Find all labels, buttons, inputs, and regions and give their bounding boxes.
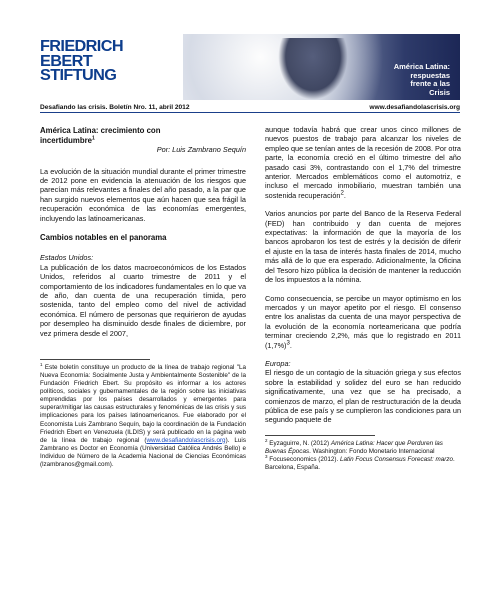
footnote-title: Latin Focus Consensus Forecast: marzo bbox=[339, 455, 454, 463]
thinker-silhouette bbox=[278, 38, 348, 100]
website-header: www.desafiandolascrisis.org bbox=[369, 104, 460, 111]
footnote-text: Este boletín constituye un producto de la línea de trabajo regional "La Nueva Economía: Socialmente Justa y Ambientalmente Sostenible" de la Fundación Friedrich Ebert. Su propósito es informar a los actores políticos, sociales y gubernamentales de la región sobre las iniciativas emprendidas por los países desarrollados y emergentes para superar/mitigar las causas estructurales y fenoménicas de las crisis y sus implicaciones para los países latinoamericanos. Fue elaborado por el Economista Luis Zambrano Sequín, bajo la coordinación de la Fundación Friedrich Ebert en Venezuela (ILDIS) y será publicado en la página web de la línea de trabajo regional ( bbox=[40, 363, 246, 444]
footnote-text: ). Luis Zambrano es Doctor en Economía (Universidad Católica Andrés Bello) e Individuo de Número de la Academia Nacional de Ciencias Económicas (lzambranos@gmail.com). bbox=[40, 436, 246, 469]
us-subheading: Estados Unidos: bbox=[40, 253, 94, 263]
footnote-mark: 3 bbox=[286, 339, 290, 347]
footnote-rule bbox=[265, 435, 375, 436]
title-footnote-mark: 1 bbox=[92, 135, 95, 141]
paragraph-fed: Varios anuncios por parte del Banco de la Reserva Federal (FED) han contribuido y dan cuenta de mejores expectativas: la información de que la mayoría de los bancos aprobaron los test de estrés y la decisión de diferir el ajuste en la tasa de interés hasta finales de 2014, mucho más allá de lo que era esperado. Adicionalmente, la Oficina del Tesoro hizo pública la decisión de mantener la reducción de los impuestos a la nómina. bbox=[265, 209, 461, 285]
footnote-mark: 2 bbox=[340, 189, 344, 197]
banner-caption-line: América Latina: bbox=[393, 62, 450, 71]
paragraph-text: Como consecuencia, se percibe un mayor optimismo en los mercados y un mayor apetito por el riesgo. El consenso entre los analistas da cuenta de una mayor perspectiva de la evolución de la economía norteamericana que podría terminar creciendo 2,2%, más que lo registrado en 2011 (1,7%) bbox=[265, 293, 461, 350]
paragraph-consequence: Como consecuencia, se percibe un mayor optimismo en los mercados y un mayor apetito por el riesgo. El consenso entre los analistas da cuenta de una mayor perspectiva de la evolución de la economía norteamericana que podría terminar creciendo 2,2%, más que lo registrado en 2011 $(1,7\%)^3$. bbox=[265, 293, 461, 350]
column-left bbox=[40, 126, 246, 469]
footnote-text: . Barcelona, España. bbox=[265, 455, 455, 471]
fes-logo bbox=[40, 40, 168, 96]
us-paragraph: La publicación de los datos macroeconómicos de los Estados Unidos, referidos al cuarto trimestre de 2011 y el comportamiento de los indicadores fundamentales en lo que va de año, dan cuenta de una recuperación tímida, pero sostenida, tanto del empleo como del nivel de actividad económica. El número de personas que requirieron de ayudas por desempleo ha disminuido desde finales de diciembre, por vez primera desde el 2007, bbox=[40, 262, 246, 338]
europe-subheading: Europa: bbox=[265, 358, 291, 368]
logo-line-2: EBERT bbox=[40, 52, 93, 70]
paragraph-text: aunque todavía habrá que crear unos cinco millones de nuevos puestos de trabajo para alcanzar los niveles de empleo que se tenían antes de la recesión de 2008. Por otra parte, la economía creció en el último trimestre del año pasado casi 3%, contrastando con el 1,7% del trimestre anterior. Mercados emblemáticos como el automotriz, e incluso el mercado inmobiliario, muestran también una sostenida recuperación bbox=[265, 125, 461, 200]
footnote-title: América Latina: Hacer que Perduren las Buenas Épocas bbox=[265, 439, 443, 455]
footnote-mark: 3 bbox=[265, 453, 268, 459]
footnote-text: Eyzaguirre, N. (2012) bbox=[267, 439, 331, 447]
title-line-2: incertidumbre bbox=[40, 135, 92, 145]
footnote-mark: 2 bbox=[265, 437, 268, 443]
footnote-text: Focuseconomics (2012). bbox=[267, 455, 340, 463]
footnote-1 bbox=[40, 361, 246, 469]
author: Por: Luis Zambrano Sequín bbox=[156, 145, 246, 155]
column-right bbox=[265, 125, 461, 472]
header-banner bbox=[183, 34, 460, 100]
section-heading: Cambios notables en el panorama bbox=[40, 233, 167, 243]
logo-line-1: FRIEDRICH bbox=[40, 38, 123, 55]
banner-caption bbox=[394, 63, 450, 97]
bulletin-info: Desafiando las crisis. Boletín Nro. 11, abril 2012 bbox=[40, 104, 190, 111]
footnote-rule bbox=[40, 359, 150, 360]
banner-caption-line: Crisis bbox=[429, 87, 450, 97]
article-title bbox=[40, 126, 246, 145]
footnote-link[interactable]: www.desafiandolascrisis.org bbox=[146, 436, 226, 444]
footnote-mark: 1 bbox=[40, 361, 43, 367]
title-line-1: América Latina: crecimiento con bbox=[40, 126, 161, 135]
footnote-2 bbox=[265, 437, 461, 456]
footnote-text: . Washington: Fondo Monetario Internacional bbox=[309, 447, 435, 455]
logo-line-3: STIFTUNG bbox=[40, 67, 117, 84]
banner-caption-line: frente a las bbox=[410, 79, 450, 88]
header-rule bbox=[40, 112, 460, 113]
intro-paragraph: La evolución de la situación mundial durante el primer trimestre de 2012 pone en evidencia la atenuación de los riesgos que parecían más relevantes a finales del año pasado, a la par que han surgido nuevos elementos que aún hacen que sea frágil la recuperación económica de las economías emergentes, incluyendo las latinoamericanas. bbox=[40, 166, 246, 223]
paragraph-employment: aunque todavía habrá que crear unos cinco millones de nuevos puestos de trabajo para alcanzar los niveles de empleo que se tenían antes de la recesión de 2008. Por otra parte, la economía creció en el último trimestre del año pasado casi 3%, contrastando con el 1,7% del trimestre anterior. Mercados emblemáticos como el automotriz, e incluso el mercado inmobiliario, muestran también una sostenida recuperación$^2$. bbox=[265, 125, 461, 200]
europe-paragraph: El riesgo de un contagio de la situación griega y sus efectos sobre la estabilidad y solidez del euro se han reducido significativamente, una vez que se ha precisado, a comienzos de marzo, el plan de restructuración de la deuda pública de ese país y se cumplieron las condiciones para un segundo paquete de bbox=[265, 368, 461, 425]
footnote-3 bbox=[265, 453, 461, 472]
banner-caption-line: respuestas bbox=[410, 70, 450, 80]
